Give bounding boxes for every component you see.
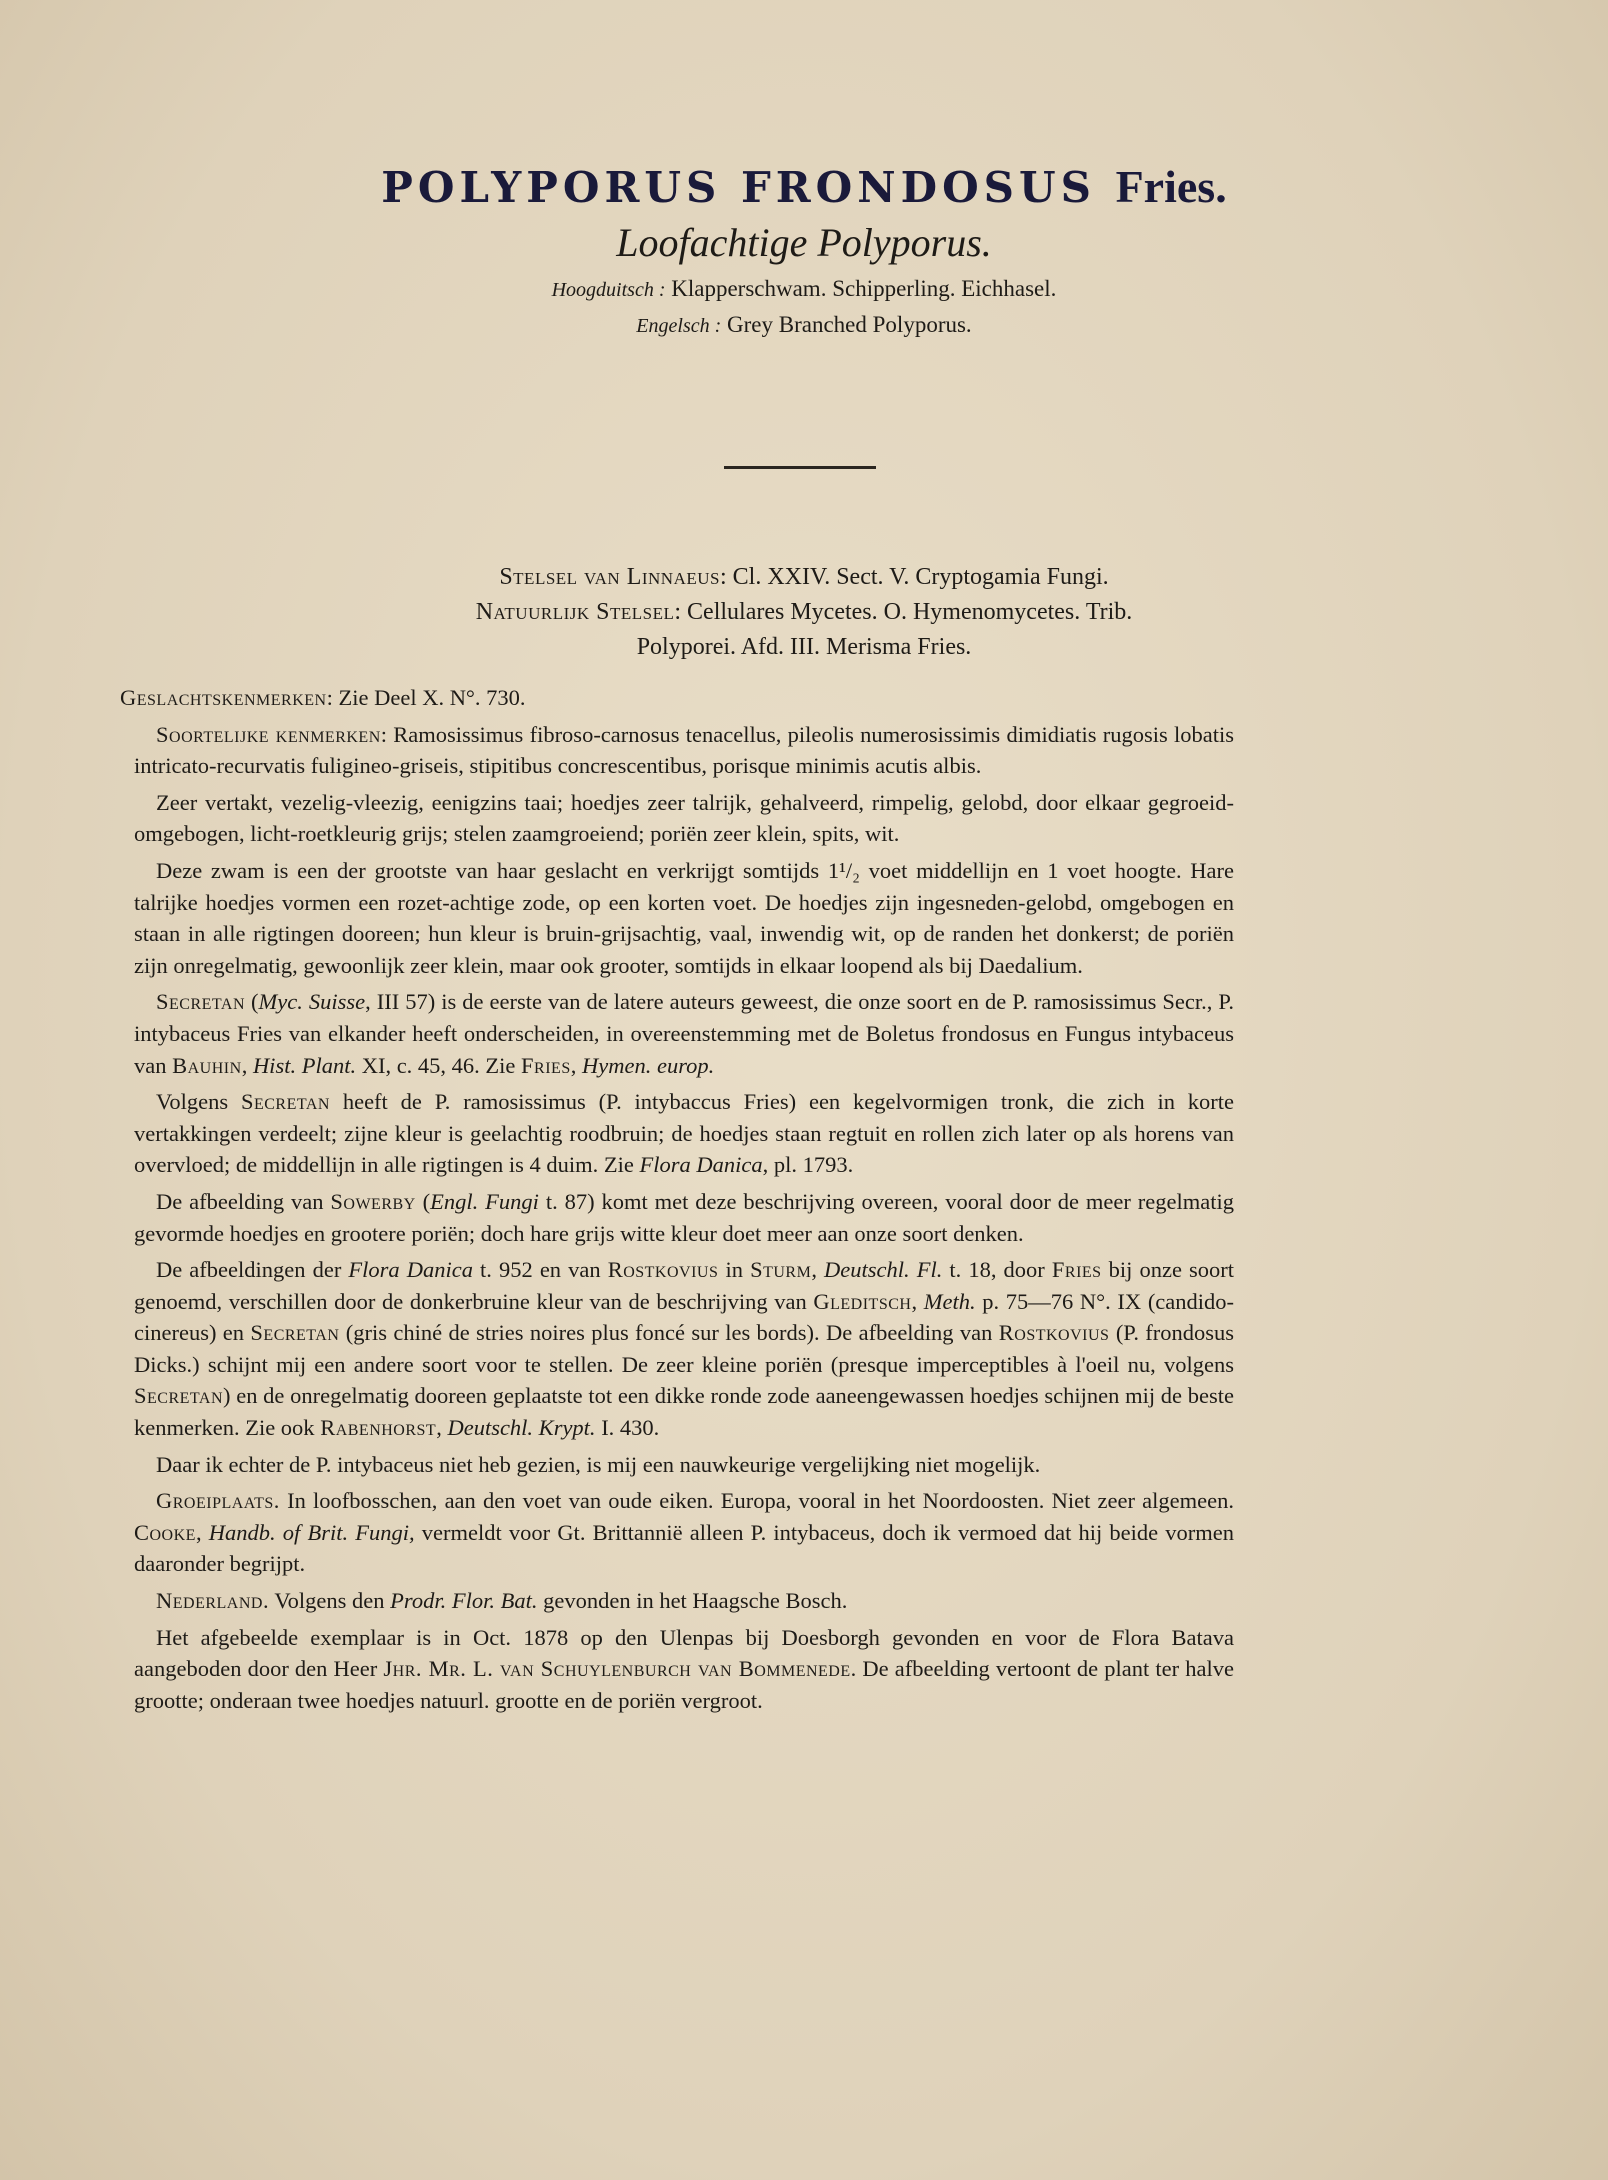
natuurlijk-line: Natuurlijk Stelsel: Cellulares Mycetes. O. Hymenomycetes. Trib. xyxy=(475,599,1133,625)
paragraph-het: Het afgebeelde exemplaar is in Oct. 1878 op den Ulenpas bij Doesborgh gevonden en voor de Flora Batava aangeboden door den Heer Jhr. Mr. L. van Schuylenburch van Bommenede. De afbeelding vertoont de plant ter halve grootte; onderaan twee hoedjes natuurl. grootte en de poriën vergroot. xyxy=(134,1624,1234,1713)
english-name: Grey Branched Polyporus. xyxy=(727,312,972,337)
paragraph-geslacht: Geslachtskenmerken: Zie Deel X. N°. 730. xyxy=(120,685,526,710)
paragraph-deze: Deze zwam is een der grootste van haar geslacht en verkrijgt somtijds 1¹/₂ voet middellijn en 1 voet hoogte. Hare talrijke hoedjes vormen een rozet-achtige zode, op een korten voet. De hoedjes zijn ingesneden-gelobd, omgebogen en staan in alle rigtingen dooreen; hun kleur is bruin-grijsachtig, vaal, inwendig wit, op de randen het donkerst; de poriën zijn onregelmatig, gewoonlijk zeer klein, maar ook grooter, somtijds in elkaar loopend als bij Daedalium. xyxy=(134,857,1234,978)
english-name-line: Engelsch : Grey Branched Polyporus. xyxy=(636,312,972,337)
paragraph-zeer: Zeer vertakt, vezelig-vleezig, eenigzins taai; hoedjes zeer talrijk, gehalveerd, rimpelig, gelobd, door elkaar gegroeid-omgebogen, licht-roetkleurig grijs; stelen zaamgroeiend; poriën zeer klein, spits, wit. xyxy=(134,789,1234,847)
body-text xyxy=(120,682,1235,1721)
paragraph-volgens: Volgens Secretan heeft de P. ramosissimus (P. intybaccus Fries) een kegelvormigen tronk, die zich in korte vertakkingen verdeelt; zijne kleur is geelachtig roodbruin; de hoedjes staan regtuit en rollen zich later op als horens van overvloed; de middellijn in alle rigtingen is 4 duim. Zie Flora Danica, pl. 1793. xyxy=(134,1089,1235,1178)
paragraph-nederland: Nederland. Volgens den Prodr. Flor. Bat. gevonden in het Haagsche Bosch. xyxy=(156,1588,848,1614)
paragraph-daar: Daar ik echter de P. intybaceus niet heb gezien, is mij een nauwkeurige vergelijking niet mogelijk. xyxy=(156,1451,1041,1477)
divider-rule xyxy=(724,466,876,469)
german-label: Hoogduitsch xyxy=(551,279,654,301)
dutch-name: Loofachtige Polyporus. xyxy=(616,220,992,265)
english-label: Engelsch xyxy=(636,315,710,337)
page-title xyxy=(0,160,1608,213)
german-name-line: Hoogduitsch : Klapperschwam. Schipperling. Eichhasel. xyxy=(551,276,1057,301)
title-author: Fries. xyxy=(1115,161,1227,212)
linnaeus-value: Cl. XXIV. Sect. V. Cryptogamia Fungi. xyxy=(732,564,1109,590)
linnaeus-line: Stelsel van Linnaeus: Cl. XXIV. Sect. V. Cryptogamia Fungi. xyxy=(499,564,1109,590)
natuurlijk-value: Cellulares Mycetes. O. Hymenomycetes. Trib. xyxy=(687,599,1133,625)
natuurlijk-line-2: Polyporei. Afd. III. Merisma Fries. xyxy=(636,634,972,660)
linnaeus-label: Stelsel van Linnaeus xyxy=(499,564,720,590)
natuurlijk-label: Natuurlijk Stelsel xyxy=(475,599,675,625)
classification xyxy=(0,560,1608,665)
paragraph-secretan: Secretan (Myc. Suisse, III 57) is de eerste van de latere auteurs geweest, die onze soort en de P. ramosissimus Secr., P. intybaceus Fries van elkander heeft onderscheiden, in overeenstemming met de Boletus frondosus en Fungus intybaceus van Bauhin, Hist. Plant. XI, c. 45, 46. Zie Fries, Hymen. europ. xyxy=(134,989,1234,1078)
paragraph-afbeelding: De afbeelding van Sowerby (Engl. Fungi t. 87) komt met deze beschrijving overeen, vooral door de meer regelmatig gevormde hoedjes en grootere poriën; doch hare grijs witte kleur doet meer aan onze soort denken. xyxy=(134,1188,1235,1246)
header xyxy=(0,160,1608,338)
paragraph-afbeeldingen: De afbeeldingen der Flora Danica t. 952 en van Rostkovius in Sturm, Deutschl. Fl. t. 18, door Fries bij onze soort genoemd, verschillen door de donkerbruine kleur van de beschrijving van Gleditsch, Meth. p. 75—76 N°. IX (candido-cinereus) en Secretan (gris chiné de stries noires plus foncé sur les bords). De afbeelding van Rostkovius (P. frondosus Dicks.) schijnt mij een andere soort voor te stellen. De zeer kleine poriën (presque imperceptibles à l'oeil nu, volgens Secretan) en de onregelmatig dooreen geplaatste tot een dikke ronde zode aaneengewassen hoedjes schijnen mij de beste kenmerken. Zie ook Rabenhorst, Deutschl. Krypt. I. 430. xyxy=(134,1257,1235,1441)
german-name: Klapperschwam. Schipperling. Eichhasel. xyxy=(671,276,1057,301)
paragraph-soort: Soortelijke kenmerken: Ramosissimus fibroso-carnosus tenacellus, pileolis numerosissimis dimidiatis rugosis lobatis intricato-recurvatis fuligineo-griseis, stipitibus concrescentibus, porisque minimis acutis albis. xyxy=(134,721,1234,779)
paragraph-groeiplaats: Groeiplaats. In loofbosschen, aan den voet van oude eiken. Europa, vooral in het Noordoosten. Niet zeer algemeen. Cooke, Handb. of Brit. Fungi, vermeldt voor Gt. Brittannië alleen P. intybaceus, doch ik vermoed dat hij beide vormen daaronder begrijpt. xyxy=(134,1488,1235,1577)
title-species: POLYPORUS FRONDOSUS xyxy=(381,163,1096,212)
